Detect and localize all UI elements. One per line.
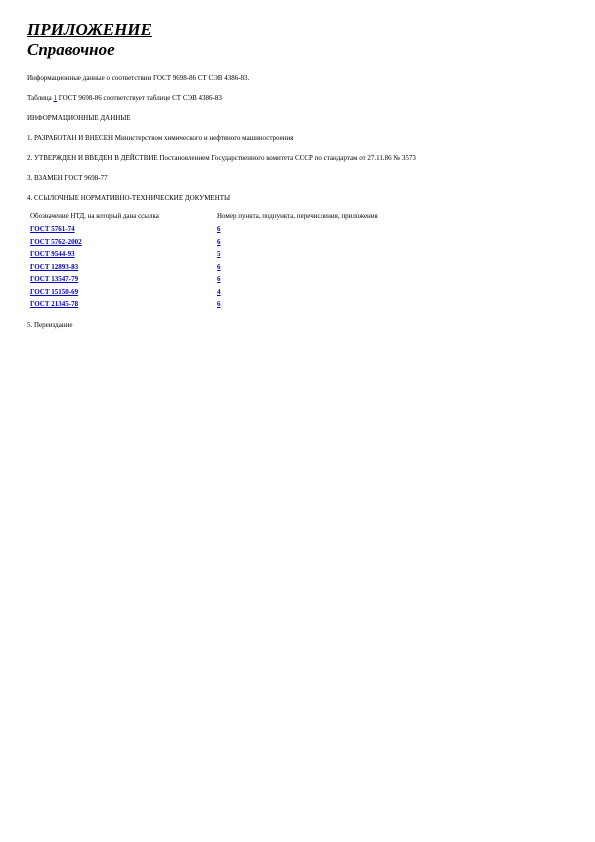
intro-line-2 bbox=[27, 94, 572, 103]
appendix-title: ПРИЛОЖЕНИЕ bbox=[27, 20, 152, 39]
references-col-header-point: Номер пункта, подпункта, перечисления, приложения bbox=[217, 212, 378, 220]
table-1-link[interactable]: 1 bbox=[53, 94, 57, 102]
doc-link[interactable]: ГОСТ 15150-69 bbox=[30, 287, 79, 296]
info-item-4: 4. ССЫЛОЧНЫЕ НОРМАТИВНО-ТЕХНИЧЕСКИЕ ДОКУМЕНТЫ bbox=[27, 194, 231, 202]
appendix-subtitle: Справочное bbox=[27, 40, 115, 59]
doc-link[interactable]: ГОСТ 13547-79 bbox=[30, 275, 79, 283]
point-link[interactable]: 6 bbox=[217, 300, 221, 308]
info-heading: ИНФОРМАЦИОННЫЕ ДАННЫЕ bbox=[27, 114, 131, 122]
info-item-1: 1. РАЗРАБОТАН И ВНЕСЕН Министерством химического и нефтяного машиностроения bbox=[27, 134, 294, 142]
table-row bbox=[30, 300, 378, 313]
doc-link[interactable]: ГОСТ 21345-78 bbox=[30, 300, 79, 308]
intro-line-1: Информационные данные о соответствии ГОСТ 9698-86 СТ СЭВ 4386-83. bbox=[27, 74, 250, 82]
point-link[interactable]: 6 bbox=[217, 237, 221, 246]
intro-line-2-suffix: ГОСТ 9698-86 соответствует таблице СТ СЭВ 4386-83 bbox=[56, 94, 222, 102]
table-row bbox=[30, 288, 378, 301]
doc-link[interactable]: ГОСТ 12893-83 bbox=[30, 262, 79, 271]
references-table-header-row bbox=[30, 212, 378, 225]
point-link[interactable]: 6 bbox=[217, 225, 221, 233]
table-row bbox=[30, 250, 378, 263]
point-link[interactable]: 5 bbox=[217, 250, 221, 258]
info-item-3: 3. ВЗАМЕН ГОСТ 9698-77 bbox=[27, 174, 108, 182]
table-row bbox=[30, 263, 378, 276]
point-link[interactable]: 4 bbox=[217, 287, 221, 296]
doc-link[interactable]: ГОСТ 9544-93 bbox=[30, 250, 75, 258]
doc-link[interactable]: ГОСТ 5761-74 bbox=[30, 225, 75, 233]
table-row bbox=[30, 238, 378, 251]
document-page bbox=[27, 20, 572, 341]
doc-link[interactable]: ГОСТ 5762-2002 bbox=[30, 237, 82, 246]
info-item-2: 2. УТВЕРЖДЕН И ВВЕДЕН В ДЕЙСТВИЕ Постановлением Государственного комитета СССР по стандартам от 27.11.86 № 3573 bbox=[27, 154, 416, 162]
intro-line-2-prefix: Таблица bbox=[27, 94, 54, 102]
info-item-5: 5. Переиздание bbox=[27, 320, 73, 329]
point-link[interactable]: 6 bbox=[217, 275, 221, 283]
point-link[interactable]: 6 bbox=[217, 262, 221, 271]
references-col-header-document: Обозначение НТД, на который дана ссылка bbox=[30, 212, 159, 220]
table-row bbox=[30, 225, 378, 238]
table-row bbox=[30, 275, 378, 288]
references-table bbox=[30, 212, 378, 313]
